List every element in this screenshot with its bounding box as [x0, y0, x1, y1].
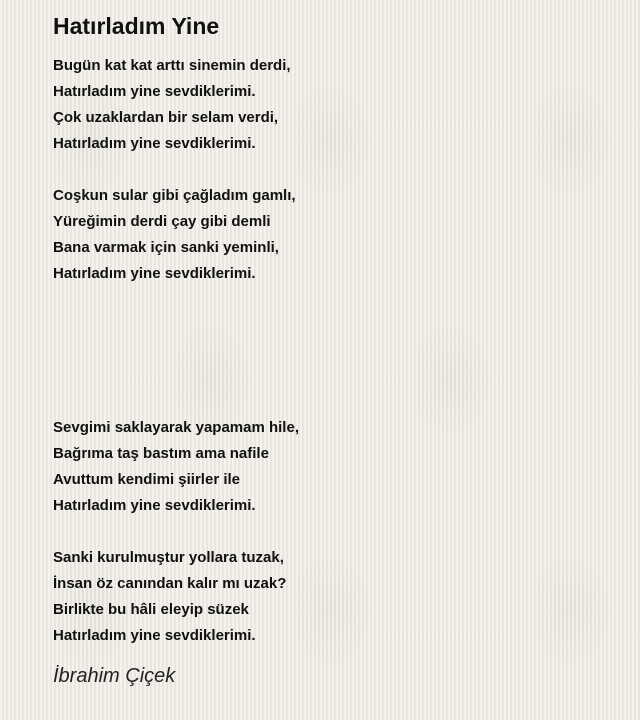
poem-line: Avuttum kendimi şiirler ile	[53, 471, 240, 488]
poem-line: Hatırladım yine sevdiklerimi.	[53, 135, 256, 152]
poem-line: Çok uzaklardan bir selam verdi,	[53, 109, 279, 126]
poem-author: İbrahim Çiçek	[53, 665, 176, 687]
stanza	[53, 415, 613, 519]
poem-line: Hatırladım yine sevdiklerimi.	[53, 83, 256, 100]
poem-line: Yüreğimin derdi çay gibi demli	[53, 213, 271, 230]
poem-line: Hatırladım yine sevdiklerimi.	[53, 265, 256, 282]
stanza	[53, 183, 613, 287]
poem-line: Bugün kat kat arttı sinemin derdi,	[53, 57, 291, 74]
poem-line: Sanki kurulmuştur yollara tuzak,	[53, 549, 284, 566]
stanza	[53, 53, 613, 157]
poem-line: İnsan öz canından kalır mı uzak?	[53, 575, 287, 592]
stanza	[53, 545, 613, 649]
poem-line: Sevgimi saklayarak yapamam hile,	[53, 419, 299, 436]
poem-line: Coşkun sular gibi çağladım gamlı,	[53, 187, 296, 204]
poem-line: Bana varmak için sanki yeminli,	[53, 239, 279, 256]
poem-line: Bağrıma taş bastım ama nafile	[53, 445, 269, 462]
poem-title: Hatırladım Yine	[53, 13, 220, 39]
poem-container	[53, 11, 613, 689]
poem-line: Hatırladım yine sevdiklerimi.	[53, 497, 256, 514]
poem-line: Birlikte bu hâli eleyip süzek	[53, 601, 249, 618]
poem-line: Hatırladım yine sevdiklerimi.	[53, 627, 256, 644]
